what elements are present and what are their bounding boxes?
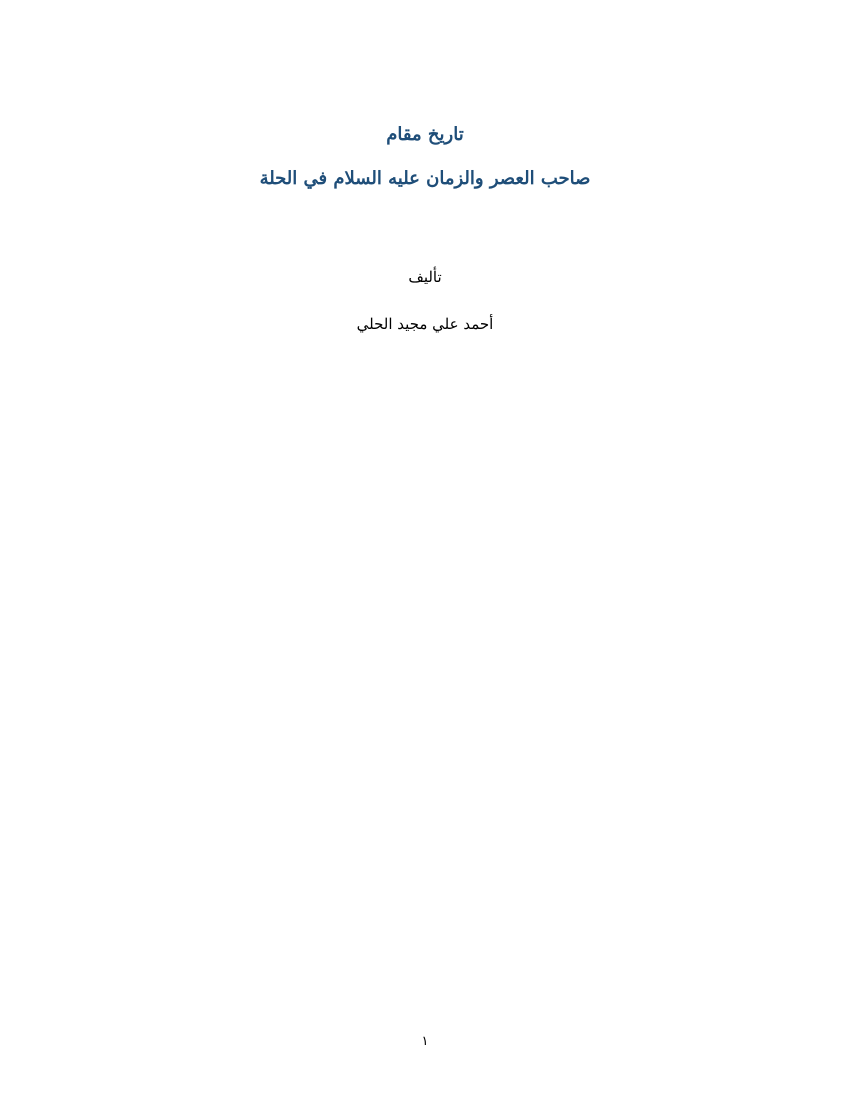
author-name: أحمد علي مجيد الحلي bbox=[356, 315, 494, 333]
title-line-1: تاريخ مقام bbox=[386, 124, 464, 145]
title-line-2: صاحب العصر والزمان عليه السلام في الحلة bbox=[259, 168, 591, 189]
page-number: ١ bbox=[421, 1034, 429, 1049]
author-label: تأليف bbox=[408, 268, 442, 286]
